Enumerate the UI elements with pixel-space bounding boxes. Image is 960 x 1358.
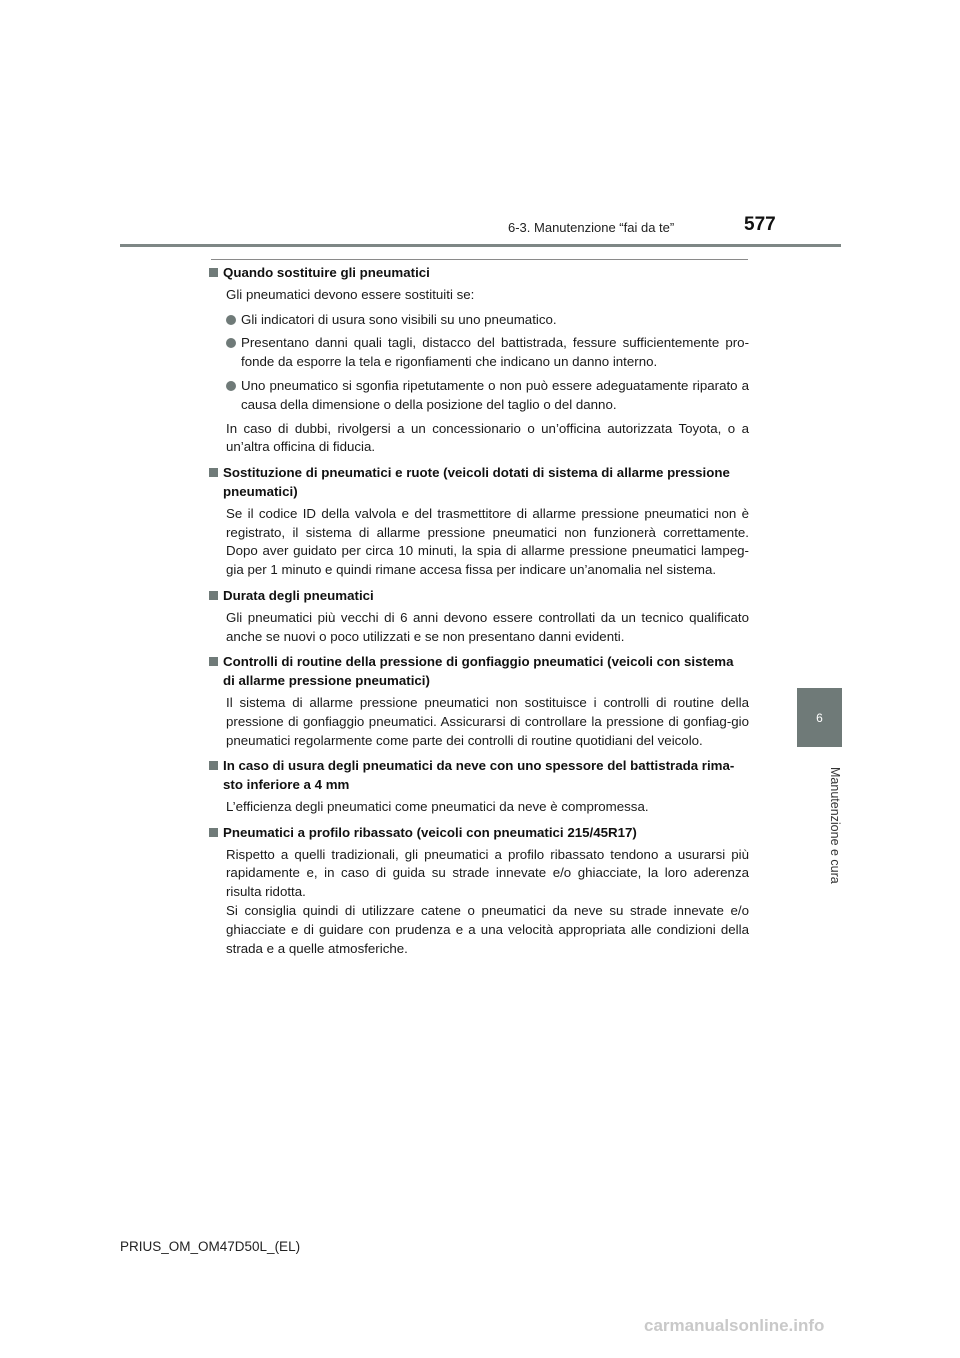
square-bullet-icon [209,468,218,477]
circle-bullet-icon [226,338,236,348]
section-tire-life [209,587,749,646]
header-divider [120,244,841,247]
circle-bullet-icon [226,381,236,391]
list-item [226,334,749,372]
content-divider [211,259,748,260]
list-item-text: Gli indicatori di usura sono visibili su uno pneumatico. [241,311,557,327]
section-routine-checks [209,653,749,750]
section-title [209,653,749,691]
section-title-text: Sostituzione di pneumatici e ruote (veicoli dotati di sistema di allarme pressione pneumatici) [223,465,730,499]
section-title [209,824,749,843]
section-title-text: Durata degli pneumatici [223,587,374,603]
section-text: Rispetto a quelli tradizionali, gli pneumatici a profilo ribassato tendono a usurarsi più rapidamente e, in caso di guida su strade innevate e/o ghiacciate, la loro aderenza risulta ridotta. [226,846,749,900]
list-item [226,311,749,330]
watermark: carmanualsonline.info [644,1316,825,1335]
running-header: 6-3. Manutenzione “fai da te” [508,220,675,235]
section-when-replace [209,264,749,457]
section-title [209,587,749,606]
chapter-label: Manutenzione e cura [828,766,842,884]
section-title-text: Pneumatici a profilo ribassato (veicoli con pneumatici 215/45R17) [223,824,637,840]
section-text: Gli pneumatici più vecchi di 6 anni devono essere controllati da un tecnico qualificato anche se nuovi o poco utilizzati e se non presentano danni evidenti. [226,609,749,644]
square-bullet-icon [209,591,218,600]
section-title-text: Quando sostituire gli pneumatici [223,265,430,280]
page-content [209,264,749,965]
circle-bullet-icon [226,315,236,325]
square-bullet-icon [209,828,218,837]
section-text: Se il codice ID della valvola e del trasmettitore di allarme pressione pneumatici non è registrato, il sistema di allarme pressione pneumatici non funzionerà correttamente. Dopo aver guidato per circa 10 minuti, la spia di allarme pressione pneumatici lampeg-gia per 1 minuto e quindi rimane accesa fissa per indicare un’anomalia nel sistema. [226,505,749,578]
square-bullet-icon [209,268,218,277]
section-text-continued: Si consiglia quindi di utilizzare catene o pneumatici da neve su strade innevate e/o ghiacciate e di guidare con prudenza e a una velocità appropriata alle condizioni della strada e a quelle atmosferiche. [226,902,749,956]
section-title-text: In caso di usura degli pneumatici da neve con uno spessore del battistrada rima-sto inferiore a 4 mm [223,758,735,793]
section-low-profile [209,824,749,959]
section-text: Il sistema di allarme pressione pneumatici non sostituisce i controlli di routine della pressione di gonfiaggio pneumatici. Assicurarsi di controllare la pressione di gonfiag-gio pneumatici regolarmente come parte dei controlli di routine quotidiani del veicolo. [226,694,749,748]
page-number: 577 [744,214,776,235]
document-code: PRIUS_OM_OM47D50L_(EL) [120,1239,301,1254]
section-title [209,464,749,502]
section-title [209,264,749,283]
section-title [209,757,749,795]
chapter-number: 6 [816,710,823,725]
section-snow-tires [209,757,749,816]
chapter-tab [797,688,842,747]
section-replacement-tpws [209,464,749,580]
list-item-text: Presentano danni quali tagli, distacco del battistrada, fessure sufficientemente pro-fonde da esporre la tela e rigonfiamenti che indicano un danno interno. [241,335,749,370]
list-item-text: Uno pneumatico si sgonfia ripetutamente o non può essere adeguatamente riparato a causa della dimensione o della posizione del taglio o del danno. [241,377,749,412]
square-bullet-icon [209,657,218,666]
square-bullet-icon [209,761,218,770]
list-item [226,377,749,415]
section-intro: Gli pneumatici devono essere sostituiti se: [226,286,475,302]
section-title-text: Controlli di routine della pressione di gonfiaggio pneumatici (veicoli con sistema di allarme pressione pneumatici) [223,654,734,689]
section-outro: In caso di dubbi, rivolgersi a un concessionario o un’officina autorizzata Toyota, o a un’altra officina di fiducia. [226,420,749,455]
section-text: L’efficienza degli pneumatici come pneumatici da neve è compromessa. [226,798,649,814]
